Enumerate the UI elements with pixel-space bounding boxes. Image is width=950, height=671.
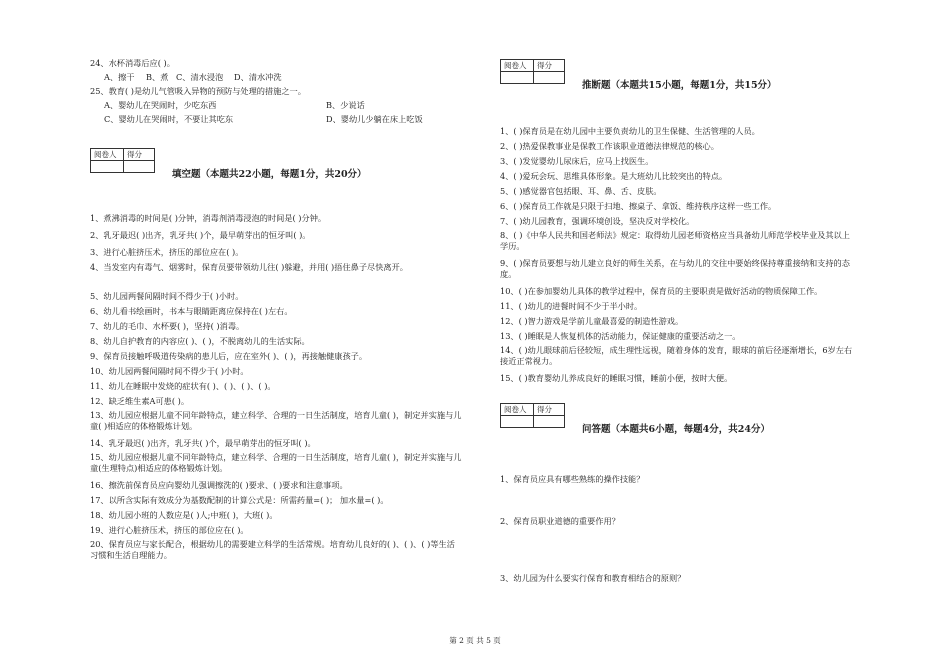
judge-item: 5、( )感觉器官包括眼、耳、鼻、舌、皮肤。 bbox=[500, 186, 662, 196]
score-cell[interactable] bbox=[534, 416, 565, 428]
reviewer-cell[interactable] bbox=[91, 161, 124, 173]
score-cell[interactable] bbox=[124, 161, 155, 173]
reviewer-cell[interactable] bbox=[501, 72, 534, 84]
fill-item: 19、进行心脏挤压术，挤压的部位应在( )。 bbox=[90, 525, 249, 535]
question-25-options-row2 bbox=[104, 114, 464, 125]
reviewer-label: 阅卷人 bbox=[501, 60, 534, 72]
reviewer-label: 阅卷人 bbox=[91, 149, 124, 161]
fill-item: 2、乳牙最迟( )出齐，乳牙共( )个，最早萌芽出的恒牙叫( )。 bbox=[90, 230, 311, 240]
question-25-stem: 25、教育( )是幼儿气管吸入异物的预防与处理的措施之一。 bbox=[90, 86, 306, 96]
score-box-essay bbox=[500, 403, 565, 428]
fill-item: 6、幼儿看书绘画时，书本与眼睛距离应保持在( )左右。 bbox=[90, 306, 293, 316]
essay-question: 1、保育员应具有哪些熟练的操作技能？ bbox=[500, 474, 645, 484]
fill-item: 12、缺乏维生素A可患( )。 bbox=[90, 396, 190, 406]
judge-item: 2、( )热爱保教事业是保教工作该职业道德法律规范的核心。 bbox=[500, 141, 719, 151]
fill-item: 1、煮沸消毒的时间是( )分钟，消毒剂消毒浸泡的时间是( )分钟。 bbox=[90, 213, 327, 223]
fill-item: 10、幼儿园两餐间隔时间不得少于( )小时。 bbox=[90, 366, 249, 376]
section-title-essay: 问答题（本题共6小题，每题4分，共24分） bbox=[582, 424, 770, 435]
section-title-fill: 填空题（本题共22小题，每题1分，共20分） bbox=[172, 169, 367, 180]
fill-item: 14、乳牙最迟( )出齐，乳牙共( )个，最早萌芽出的恒牙叫( )。 bbox=[90, 438, 316, 448]
judge-item: 1、( )保育员是在幼儿园中主要负责幼儿的卫生保健、生活管理的人员。 bbox=[500, 126, 760, 136]
judge-item: 3、( )发觉婴幼儿尿床后，应马上找医生。 bbox=[500, 156, 654, 166]
fill-item: 13、幼儿园应根据儿童不同年龄特点，建立科学、合理的一日生活制度，培育儿童( )，制定并实施与儿童( )相适应的体格锻炼计划。 bbox=[90, 410, 462, 431]
judge-item: 12、( )智力游戏是学前儿童最喜爱的制造性游戏。 bbox=[500, 316, 684, 326]
option-c: C、清水浸泡 bbox=[176, 72, 224, 82]
fill-item: 8、幼儿自护教育的内容应( )、( )，不脱离幼儿的生活实际。 bbox=[90, 336, 310, 346]
fill-item: 15、幼儿园应根据儿童不同年龄特点，建立科学、合理的一日生活制度，培育儿童( )，制定并实施与儿童(生理特点)相适应的体格锻炼计划。 bbox=[90, 452, 462, 473]
score-label: 得分 bbox=[534, 60, 565, 72]
fill-item: 7、幼儿的毛巾、水杯要( )，坚持( )消毒。 bbox=[90, 321, 245, 331]
judge-item: 9、( )保育员要想与幼儿建立良好的师生关系，在与幼儿的交往中要始终保持尊重接纳和支持的态度。 bbox=[500, 258, 850, 279]
option-c: C、婴幼儿在哭闹时，不要让其吃东 bbox=[104, 114, 234, 124]
judge-item: 15、( )教育婴幼儿养成良好的睡眠习惯，睡前小便，按时大便。 bbox=[500, 373, 733, 383]
judge-item: 11、( )幼儿的进餐时间不少于半小时。 bbox=[500, 301, 643, 311]
judge-item: 13、( )睡眠是人恢复机体的活动能力，保证健康的重要活动之一。 bbox=[500, 331, 741, 341]
fill-item: 20、保育员应与家长配合，根据幼儿的需要建立科学的生活常规。培育幼儿良好的( )、( )、( )等生活习惯和生活自理能力。 bbox=[90, 539, 455, 560]
judge-item: 14、( )幼儿眼球前后径较短，成生理性远视，随着身体的发育，眼球的前后径逐渐增长，6岁左右接近正常视力。 bbox=[500, 345, 853, 366]
fill-item: 18、幼儿园小班的人数应是( )人;中班( )，大班( )。 bbox=[90, 510, 278, 520]
essay-question: 3、幼儿园为什么要实行保育和教育相结合的原则？ bbox=[500, 573, 686, 583]
section-title-judge: 推断题（本题共15小题，每题1分，共15分） bbox=[582, 80, 777, 91]
score-box-judge bbox=[500, 59, 565, 84]
fill-item: 5、幼儿园两餐间隔时间不得少于( )小时。 bbox=[90, 291, 244, 301]
judge-item: 7、( )幼儿园教育，强调环境创设，坚决反对学校化。 bbox=[500, 216, 695, 226]
score-cell[interactable] bbox=[534, 72, 565, 84]
option-a: A、婴幼儿在哭闹时，少吃东西 bbox=[104, 100, 217, 110]
option-b: B、少说话 bbox=[326, 100, 365, 110]
reviewer-cell[interactable] bbox=[501, 416, 534, 428]
option-d: D、清水冲洗 bbox=[234, 72, 282, 82]
score-label: 得分 bbox=[124, 149, 155, 161]
score-label: 得分 bbox=[534, 404, 565, 416]
judge-item: 8、( )《中华人民共和国老师法》规定：取得幼儿园老师资格应当具备幼儿师范学校毕业及其以上学历。 bbox=[500, 230, 850, 251]
question-25-options-row1 bbox=[104, 100, 464, 111]
question-24-options bbox=[104, 72, 464, 83]
page-number: 第 2 页 共 5 页 bbox=[449, 636, 501, 645]
fill-item: 17、以所含实际有效成分为基数配制的计算公式是：所需药量=( )； 加水量=( )。 bbox=[90, 495, 389, 505]
option-b: B、煮 bbox=[146, 72, 169, 82]
question-24-stem: 24、水杯消毒后应( )。 bbox=[90, 58, 175, 68]
judge-item: 4、( )爱玩会玩、思维具体形象。是大班幼儿比较突出的特点。 bbox=[500, 171, 728, 181]
fill-item: 3、进行心脏挤压术，挤压的部位应在( )。 bbox=[90, 247, 244, 257]
fill-item: 4、当发室内有毒气、烟雾时，保育员要带领幼儿往( )躲避，并用( )捂住鼻子尽快离开。 bbox=[90, 262, 408, 272]
reviewer-label: 阅卷人 bbox=[501, 404, 534, 416]
fill-item: 9、保育员接触呼吸道传染病的患儿后，应在室外( )、( )，再接触健康孩子。 bbox=[90, 351, 368, 361]
fill-item: 11、幼儿在睡眠中发烧的症状有( )、( )、( )、( )。 bbox=[90, 381, 276, 391]
essay-question: 2、保育员职业道德的重要作用？ bbox=[500, 516, 620, 526]
fill-item: 16、擦洗前保育员应向婴幼儿强调擦洗的( )要求、( )要求和注意事项。 bbox=[90, 480, 348, 490]
option-d: D、婴幼儿少躺在床上吃饭 bbox=[326, 114, 423, 124]
score-box-fill bbox=[90, 148, 155, 173]
judge-item: 6、( )保育员工作就是只限于扫地、擦桌子、拿饭、维持秩序这样一些工作。 bbox=[500, 201, 777, 211]
option-a: A、擦干 bbox=[104, 72, 135, 82]
judge-item: 10、( )在参加婴幼儿具体的教学过程中，保育员的主要职责是做好活动的物质保障工作。 bbox=[500, 286, 823, 296]
